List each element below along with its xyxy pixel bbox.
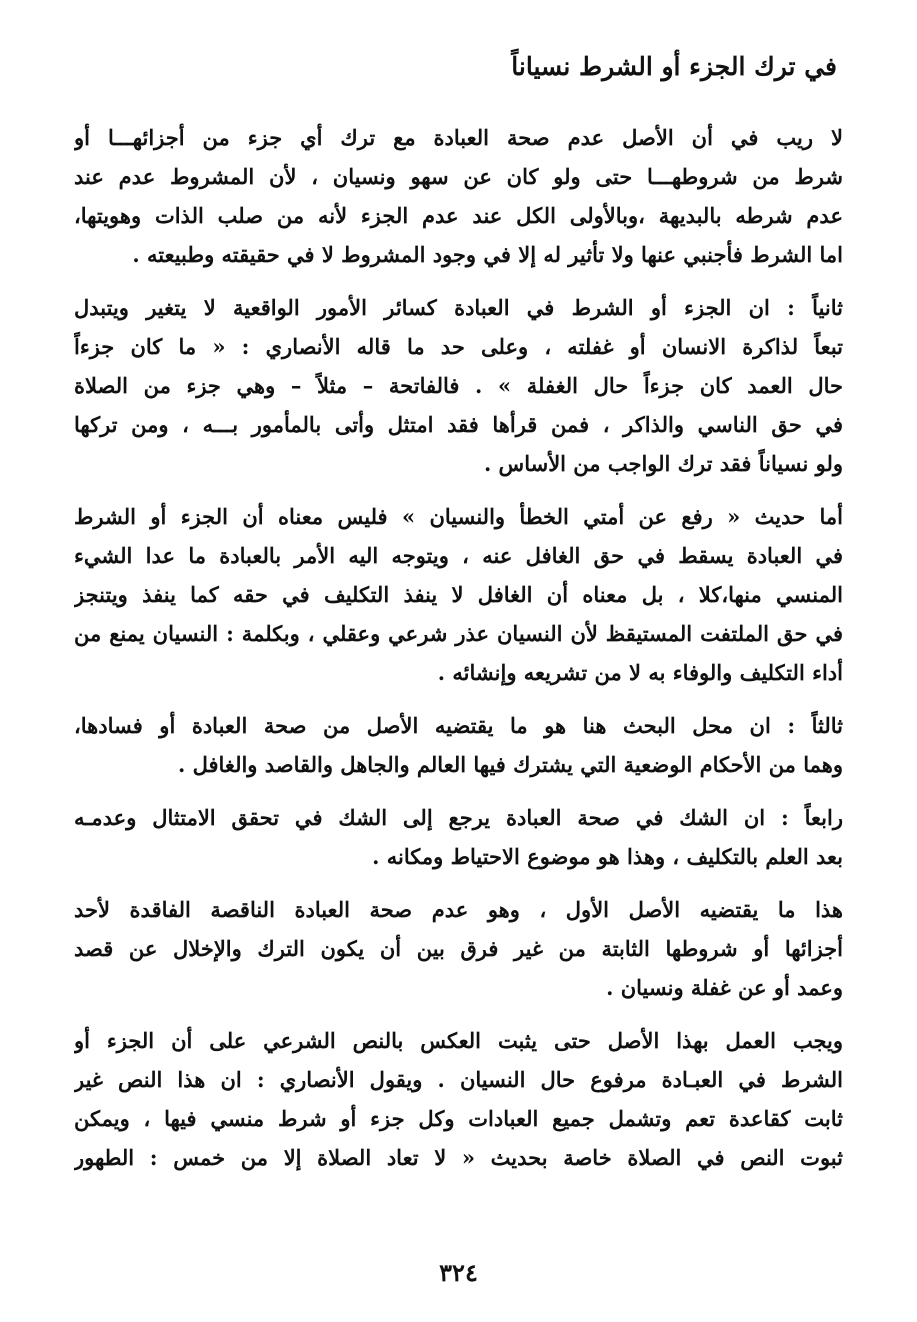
page-number-text: ٣٢٤ [439,1258,478,1287]
text-line: شرط من شروطهـــا حتى ولو كان عن سهو ونسيان ، لأن المشروط عدم عند [74,164,843,189]
paragraph-7 [74,1021,843,1177]
text-line: ولو نسياناً فقد ترك الواجب من الأساس . [483,451,843,476]
text-line: لا ريب في أن الأصل عدم صحة العبادة مع ترك أي جزء من أجزائهـــا أو [74,125,843,150]
text-line: في العبادة يسقط في حق الغافل عنه ، ويتوجه اليه الأمر بالعبادة ما عدا الشيء [74,543,843,568]
text-line: أداء التكليف والوفاء به لا من تشريعه وإنشائه . [437,660,843,685]
text-line: ثالثاً : ان محل البحث هنا هو ما يقتضيه الأصل من صحة العبادة أو فسادها، [74,713,843,738]
text-line: اما الشرط فأجنبي عنها ولا تأثير له إلا في وجود المشروط لا في حقيقته وطبيعته . [132,242,843,267]
text-line: عدم شرطه بالبديهة ،وبالأولى الكل عند عدم الجزء لأنه من صلب الذات وهويتها، [74,203,843,228]
body-text [74,118,843,1191]
text-line: ويجب العمل بهذا الأصل حتى يثبت العكس بالنص الشرعي على أن الجزء أو [74,1028,843,1053]
running-header [511,52,837,81]
paragraph-1 [74,118,843,274]
paragraph-4 [74,706,843,784]
text-line: ثبوت النص في الصلاة خاصة بحديث « لا تعاد الصلاة إلا من خمس : الطهور [74,1145,843,1170]
text-line: في حق الملتفت المستيقظ لأن النسيان عذر شرعي وعقلي ، وبكلمة : النسيان يمنع من [74,621,843,646]
text-line: رابعاً : ان الشك في صحة العبادة يرجع إلى الشك في تحقق الامتثال وعدمـه [74,805,843,830]
paragraph-3 [74,497,843,692]
paragraph-2 [74,288,843,483]
text-line: ثانياً : ان الجزء أو الشرط في العبادة كسائر الأمور الواقعية لا يتغير ويتبدل [74,295,843,320]
text-line: الشرط في العبـادة مرفوع حال النسيان . ويقول الأنصاري : ان هذا النص غير [74,1067,843,1092]
text-line: وهما من الأحكام الوضعية التي يشترك فيها العالم والجاهل والقاصد والغافل . [177,752,843,777]
text-line: وعمد أو عن غفلة ونسيان . [606,975,843,1000]
text-line: المنسي منها،كلا ، بل معناه أن الغافل لا ينفذ التكليف في حقه كما ينفذ ويتنجز [74,582,843,607]
text-line: أما حديث « رفع عن أمتي الخطأ والنسيان » فليس معناه أن الجزء أو الشرط [74,504,843,529]
text-line: أجزائها أو شروطها الثابتة من غير فرق بين أن يكون الترك والإخلال عن قصد [74,936,843,961]
text-line: تبعاً لذاكرة الانسان أو غفلته ، وعلى حد ما قاله الأنصاري : « ما كان جزءاً [74,334,843,359]
page-number [0,1258,917,1287]
paragraph-6 [74,890,843,1007]
text-line: ثابت كقاعدة تعم وتشمل جميع العبادات وكل جزء أو شرط منسي فيها ، ويمكن [74,1106,843,1131]
text-line: في حق الناسي والذاكر ، فمن قرأها فقد امتثل وأتى بالمأمور بـــه ، ومن تركها [74,412,843,437]
text-line: حال العمد كان جزءاً حال الغفلة » . فالفاتحة – مثلاً – وهي جزء من الصلاة [74,373,843,398]
header-title: في ترك الجزء أو الشرط نسياناً [511,52,837,81]
text-line: هذا ما يقتضيه الأصل الأول ، وهو عدم صحة العبادة الناقصة الفاقدة لأحد [74,897,843,922]
text-line: بعد العلم بالتكليف ، وهذا هو موضوع الاحتياط ومكانه . [372,844,843,869]
paragraph-5 [74,798,843,876]
